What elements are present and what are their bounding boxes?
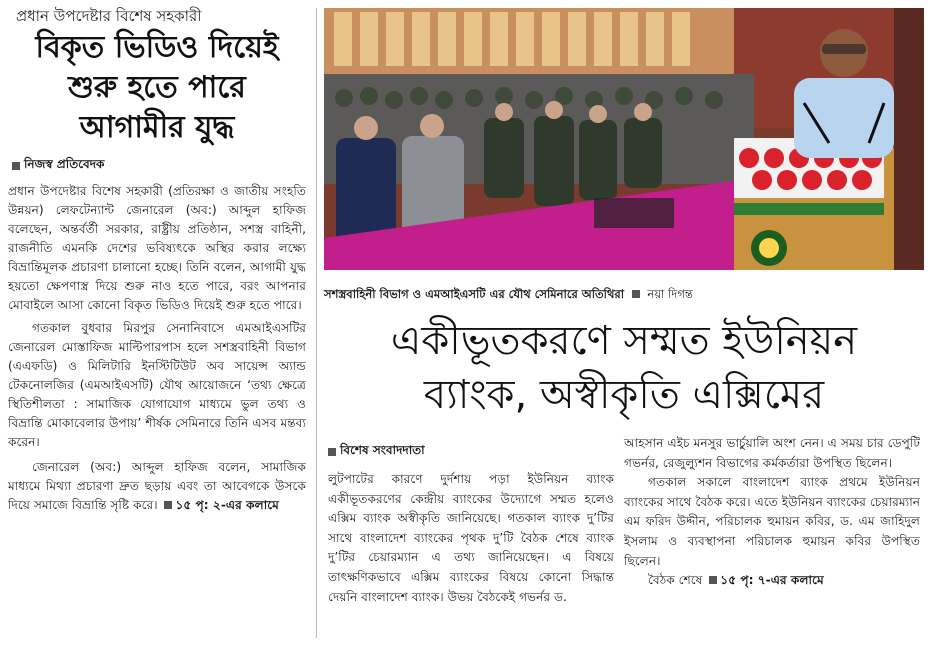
left-byline [12, 156, 306, 176]
left-para-1: প্রধান উপদেষ্টার বিশেষ সহকারী (প্রতিরক্ষা ও জাতীয় সংহতি উন্নয়ন) লেফটেন্যান্ট জেনারেল (অব:) আব্দুল হাফিজ বলেছেন, অন্তর্বর্তী সরকার, রাষ্ট্রীয় প্রতিষ্ঠান, সশস্ত্র বাহিনী, রাজনীতি এমনকি দেশের ভবিষ্যৎকে অস্থির করার লক্ষ্যে বিভ্রান্তিমূলক প্রচারণা চালানো হচ্ছে। তিনি বলেন, আগামী যুদ্ধ হয়তো ক্ষেপণাস্ত্র দিয়ে শুরু নাও হতে পারে, বরং আপনার মোবাইলে আসা কোনো বিকৃত ভিডিও দিয়েই শুরু হতে পারে। [8, 184, 306, 312]
right-headline [324, 314, 924, 422]
left-para-2: গতকাল বুধবার মিরপুর সেনানিবাসে এমআইএসটির জেনারেল মোস্তাফিজ মাল্টিপারপাস হলে সশস্ত্রবাহিনী বিভাগ (এএফডি) ও মিলিটারি ইনস্টিটিউট অব সায়েন্স অ্যান্ড টেকনোলজির (এমআইএসটি) যৌথ আয়োজনে ‘তথ্য ক্ষেত্রে স্থিতিশীলতা : সামাজিক যোগাযোগ মাধ্যমে ভুল তথ্য ও বিভ্রান্তি মোকাবেলার উপায়’ শীর্ষক সেমিনারে তিনি এসব মন্তব্য করেন। [8, 321, 306, 449]
right-headline-line1: একীভূতকরণে সম্মত ইউনিয়ন [390, 318, 858, 364]
right-col1-text: লুটপাটের কারণে দুর্দশায় পড়া ইউনিয়ন ব্যাংক একীভূতকরণের কেন্দ্রীয় ব্যাংকের উদ্যোগে সম্মত হলেও এক্সিম ব্যাংক অস্বীকৃতি জানিয়েছে। গতকাল ব্যাংক দু’টির সাথে বাংলাদেশ ব্যাংকের পৃথক দু’টি বৈঠক শেষে ব্যাংক দু’টির চেয়ারম্যান এ তথ্য জানিয়েছেন। এ বিষয়ে তাৎক্ষণিকভাবে এক্সিম ব্যাংকের বিষয়ে কোনো সিদ্ধান্ত দেয়নি বাংলাদেশ ব্যাংক। উভয় বৈঠকেই গভর্নর ড. [328, 472, 614, 604]
bullet-square-icon [328, 448, 336, 456]
left-kicker: প্রধান উপদেষ্টার বিশেষ সহকারী [16, 7, 202, 25]
bullet-square-icon [632, 290, 640, 298]
left-headline-line2: শুরু হতে পারে [68, 70, 246, 105]
right-continuation[interactable] [706, 573, 823, 587]
right-headline-line2: ব্যাংক, অস্বীকৃতি এক্সিমের [423, 372, 825, 418]
photo-caption-text: সশস্ত্রবাহিনী বিভাগ ও এমআইএসটি এর যৌথ সেমিনারে অতিথিরা [324, 287, 625, 301]
right-column-1 [328, 470, 614, 607]
photo-credit: নয়া দিগন্ত [647, 287, 693, 301]
seminar-photo [324, 8, 924, 270]
seminar-photo-illustration [324, 8, 924, 270]
left-byline-text: নিজস্ব প্রতিবেদক [24, 157, 105, 171]
right-col2-para-3 [624, 571, 920, 591]
bullet-square-icon [12, 162, 20, 170]
bullet-square-icon [709, 576, 717, 584]
right-col2-para-3-text: বৈঠক শেষে [648, 573, 703, 588]
right-column-2 [624, 434, 920, 591]
right-continuation-text: ১৫ পৃ: ৭-এর কলামে [720, 573, 824, 588]
photo-caption [324, 286, 693, 305]
right-byline-text: বিশেষ সংবাদদাতা [340, 443, 425, 457]
left-continuation[interactable] [161, 498, 278, 512]
left-headline-line1: বিকৃত ভিডিও দিয়েই [35, 30, 279, 65]
left-story [8, 6, 306, 521]
left-body [8, 182, 306, 515]
bullet-square-icon [164, 501, 172, 509]
left-headline-line3: আগামীর যুদ্ধ [79, 110, 235, 145]
left-para-3-text: জেনারেল (অব:) আব্দুল হাফিজ বলেন, সামাজিক মাধ্যমে মিথ্যা প্রচারণা দ্রুত ছড়ায় এবং তা আবেগকে উসকে দিয়ে সমাজে বিভ্রান্তি সৃষ্টি করে। [8, 460, 306, 512]
left-continuation-text: ১৫ পৃ: ২-এর কলামে [175, 498, 279, 512]
column-divider [316, 8, 317, 638]
right-col2-para-2: গতকাল সকালে বাংলাদেশ ব্যাংক প্রথমে ইউনিয়ন ব্যাংকের সাথে বৈঠক করে। এতে ইউনিয়ন ব্যাংকের চেয়ারম্যান এম ফরিদ উদ্দীন, পরিচালক হুমায়ন কবির, ড. এম জাহিদুল ইসলাম ও ব্যবস্থাপনা পরিচালক হুমায়ন কবির উপস্থিত ছিলেন। [624, 475, 920, 568]
right-col2-para-1: আহসান এইচ মনসুর ভার্চুয়ালি অংশ নেন। এ সময় চার ডেপুটি গভর্নর, রেজুল্যুশন বিভাগের কর্মকর্তারা উপস্থিত ছিলেন। [624, 436, 920, 470]
right-byline [328, 442, 425, 462]
left-para-3 [8, 458, 306, 515]
